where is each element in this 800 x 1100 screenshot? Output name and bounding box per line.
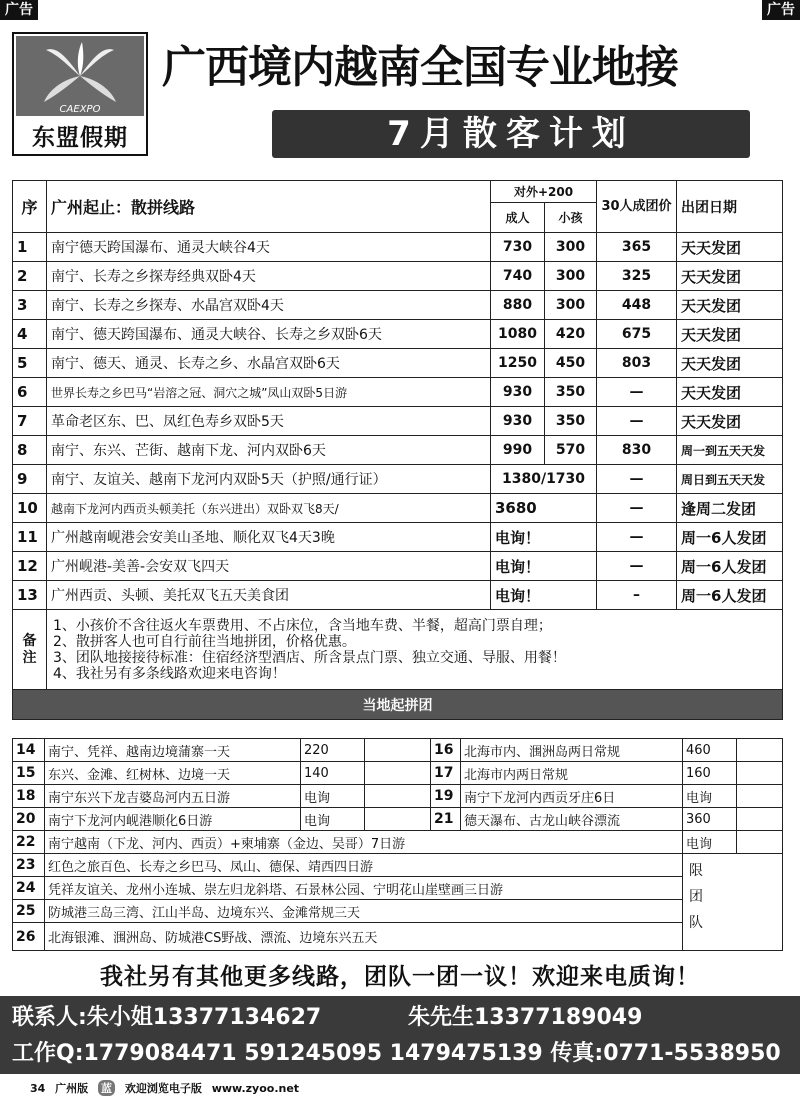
row-price: 160	[683, 762, 737, 785]
row-price: 电询	[301, 785, 365, 808]
row-price: 220	[301, 739, 365, 762]
row-group-price: —	[597, 378, 677, 407]
note-line: 1、小孩价不含往返火车票费用、不占床位，含当地车费、半餐，超高门票自理；	[53, 617, 552, 634]
row-no: 10	[13, 494, 47, 523]
table-row	[13, 923, 783, 951]
blank-cell	[737, 808, 783, 831]
row-route: 东兴、金滩、红树林、边境一天	[45, 762, 301, 785]
website-link[interactable]: www.zyoo.net	[211, 1082, 300, 1095]
col-child-header: 小孩	[545, 203, 597, 233]
row-group-price: 325	[597, 262, 677, 291]
blank-cell	[737, 762, 783, 785]
edition: 广州版	[55, 1082, 89, 1095]
table-row	[13, 349, 783, 378]
row-route: 广州西贡、头顿、美托双飞五天美食团	[47, 581, 491, 610]
page-number: 34	[30, 1082, 46, 1095]
limited-char: 团	[689, 889, 703, 905]
row-route: 南宁东兴下龙吉婆岛河内五日游	[45, 785, 301, 808]
contact-line-1b: 朱先生13377189049	[408, 1005, 643, 1030]
table-row	[13, 494, 783, 523]
col-route-header: 广州起止：散拼线路	[47, 181, 491, 233]
welcome-text: 欢迎浏览电子版	[124, 1082, 202, 1095]
row-no: 21	[431, 808, 461, 831]
company-logo	[12, 32, 148, 156]
ad-tag-left: 广告	[0, 0, 38, 20]
row-no: 22	[13, 831, 45, 854]
row-no: 14	[13, 739, 45, 762]
row-price: 360	[683, 808, 737, 831]
row-date: 周日到五天天发	[677, 465, 783, 494]
ad-tag-right: 广告	[762, 0, 800, 20]
row-no: 23	[13, 854, 45, 877]
row-group-price: —	[597, 552, 677, 581]
row-price: 140	[301, 762, 365, 785]
local-title-row	[13, 690, 783, 720]
row-no: 16	[431, 739, 461, 762]
table-row	[13, 233, 783, 262]
row-date: 天天发团	[677, 378, 783, 407]
note-line: 2、散拼客人也可自行前往当地拼团，价格优惠。	[53, 633, 356, 650]
subhead: 7月散客计划	[387, 114, 635, 154]
row-group-price: 365	[597, 233, 677, 262]
page-footer	[30, 1080, 305, 1096]
row-route: 南宁越南（下龙、河内、西贡）+柬埔寨（金边、吴哥）7日游	[45, 831, 683, 854]
blank-cell	[365, 808, 431, 831]
row-no: 19	[431, 785, 461, 808]
row-date: 周一6人发团	[677, 581, 783, 610]
table-row	[13, 900, 783, 923]
row-price: 电询！	[491, 552, 597, 581]
route-table	[12, 180, 783, 720]
row-no: 20	[13, 808, 45, 831]
row-price: 1380/1730	[491, 465, 597, 494]
caexpo-logo-icon	[16, 36, 144, 116]
row-adult-price: 990	[491, 436, 545, 465]
row-no: 11	[13, 523, 47, 552]
subhead-banner	[272, 110, 750, 158]
row-adult-price: 930	[491, 378, 545, 407]
blank-cell	[737, 739, 783, 762]
table-row	[13, 465, 783, 494]
row-no: 4	[13, 320, 47, 349]
row-adult-price: 1250	[491, 349, 545, 378]
row-route: 德天瀑布、古龙山峡谷漂流	[461, 808, 683, 831]
row-price: 电询	[301, 808, 365, 831]
row-route: 南宁、长寿之乡探寿经典双卧4天	[47, 262, 491, 291]
row-route: 南宁、凭祥、越南边境蒲寨一天	[45, 739, 301, 762]
note-line: 4、我社另有多条线路欢迎来电咨询！	[53, 665, 286, 682]
row-no: 5	[13, 349, 47, 378]
row-group-price: 448	[597, 291, 677, 320]
row-date: 天天发团	[677, 233, 783, 262]
limited-char: 限	[689, 863, 703, 879]
row-route: 世界长寿之乡巴马“岩溶之冠、洞穴之城”凤山双卧5日游	[47, 378, 491, 407]
row-date: 周一6人发团	[677, 552, 783, 581]
row-route: 南宁、长寿之乡探寿、水晶宫双卧4天	[47, 291, 491, 320]
row-price: 电询	[683, 831, 737, 854]
brand-name: 东盟假期	[32, 124, 128, 151]
table-row	[13, 523, 783, 552]
row-price: 电询！	[491, 581, 597, 610]
row-no: 18	[13, 785, 45, 808]
row-no: 8	[13, 436, 47, 465]
limited-char: 队	[689, 915, 703, 931]
row-price: 460	[683, 739, 737, 762]
row-route: 北海市内、涠洲岛两日常规	[461, 739, 683, 762]
row-child-price: 450	[545, 349, 597, 378]
local-title: 当地起拼团	[13, 690, 783, 720]
table-row	[13, 320, 783, 349]
row-child-price: 350	[545, 378, 597, 407]
col-price-group-header: 对外+200	[491, 181, 597, 203]
row-route: 南宁德天跨国瀑布、通灵大峡谷4天	[47, 233, 491, 262]
blank-cell	[365, 785, 431, 808]
table-row	[13, 854, 783, 877]
col-date-header: 出团日期	[677, 181, 783, 233]
row-route: 革命老区东、巴、凤红色寿乡双卧5天	[47, 407, 491, 436]
row-route: 广州岘港-美善-会安双飞四天	[47, 552, 491, 581]
row-group-price: —	[597, 465, 677, 494]
row-date: 天天发团	[677, 291, 783, 320]
row-date: 逢周二发团	[677, 494, 783, 523]
row-group-price: 675	[597, 320, 677, 349]
notes	[47, 610, 783, 690]
contact-line-2: 工作Q:1779084471 591245095 1479475139 传真:0771-5538950	[12, 1041, 781, 1066]
row-child-price: 300	[545, 233, 597, 262]
row-group-price: 830	[597, 436, 677, 465]
row-no: 9	[13, 465, 47, 494]
row-no: 24	[13, 877, 45, 900]
row-date: 周一6人发团	[677, 523, 783, 552]
edition-badge: 蓝	[98, 1080, 115, 1096]
row-group-price: —	[597, 523, 677, 552]
row-route: 南宁、德天、通灵、长寿之乡、水晶宫双卧6天	[47, 349, 491, 378]
table-row	[13, 785, 783, 808]
row-route: 南宁、东兴、芒街、越南下龙、河内双卧6天	[47, 436, 491, 465]
contact-banner	[0, 996, 800, 1074]
row-route: 北海市内两日常规	[461, 762, 683, 785]
contact-line-1: 联系人:朱小姐13377134627	[12, 1005, 322, 1030]
row-date: 天天发团	[677, 349, 783, 378]
row-price: 电询！	[491, 523, 597, 552]
row-no: 3	[13, 291, 47, 320]
row-no: 17	[431, 762, 461, 785]
table-row	[13, 436, 783, 465]
row-route: 南宁下龙河内西贡牙庄6日	[461, 785, 683, 808]
row-route: 越南下龙河内西贡头顿美托（东兴进出）双卧双飞8天/	[47, 494, 491, 523]
col-adult-header: 成人	[491, 203, 545, 233]
table-row	[13, 291, 783, 320]
notes-row	[13, 610, 783, 690]
table-row	[13, 407, 783, 436]
row-date: 周一到五天天发	[677, 436, 783, 465]
row-adult-price: 730	[491, 233, 545, 262]
headline: 广西境内越南全国专业地接	[162, 42, 678, 93]
notes-label: 备注	[13, 610, 47, 690]
row-no: 26	[13, 923, 45, 951]
row-route: 南宁、德天跨国瀑布、通灵大峡谷、长寿之乡双卧6天	[47, 320, 491, 349]
row-group-price: –	[597, 581, 677, 610]
col-no-header: 序	[13, 181, 47, 233]
row-date: 天天发团	[677, 262, 783, 291]
row-group-price: —	[597, 407, 677, 436]
local-table	[12, 738, 783, 951]
logo-subtext: CAEXPO	[59, 104, 101, 115]
row-child-price: 300	[545, 262, 597, 291]
note-line: 3、团队地接接待标准：住宿经济型酒店、所含景点门票、独立交通、导服、用餐！	[53, 649, 566, 666]
table-row	[13, 831, 783, 854]
table-row	[13, 808, 783, 831]
row-child-price: 350	[545, 407, 597, 436]
row-route: 红色之旅百色、长寿之乡巴马、凤山、德保、靖西四日游	[45, 854, 683, 877]
row-no: 13	[13, 581, 47, 610]
table-row	[13, 378, 783, 407]
row-child-price: 300	[545, 291, 597, 320]
table-row	[13, 262, 783, 291]
row-adult-price: 880	[491, 291, 545, 320]
row-route: 广州越南岘港会安美山圣地、顺化双飞4天3晚	[47, 523, 491, 552]
row-no: 2	[13, 262, 47, 291]
table-row	[13, 762, 783, 785]
row-no: 15	[13, 762, 45, 785]
row-route: 南宁、友谊关、越南下龙河内双卧5天（护照/通行证）	[47, 465, 491, 494]
blank-cell	[737, 785, 783, 808]
table-row	[13, 877, 783, 900]
limited-group-cell	[683, 854, 783, 951]
row-child-price: 420	[545, 320, 597, 349]
table-header-row-1	[13, 181, 783, 203]
row-no: 7	[13, 407, 47, 436]
blank-cell	[365, 739, 431, 762]
row-group-price: 803	[597, 349, 677, 378]
row-group-price: —	[597, 494, 677, 523]
row-price: 电询	[683, 785, 737, 808]
row-route: 防城港三岛三湾、江山半岛、边境东兴、金滩常规三天	[45, 900, 683, 923]
row-no: 6	[13, 378, 47, 407]
blank-cell	[365, 762, 431, 785]
slogan: 我社另有其他更多线路，团队一团一议！欢迎来电质询！	[100, 964, 700, 990]
row-date: 天天发团	[677, 407, 783, 436]
col-group30-header: 30人成团价	[597, 181, 677, 233]
row-date: 天天发团	[677, 320, 783, 349]
row-route: 南宁下龙河内岘港顺化6日游	[45, 808, 301, 831]
row-adult-price: 1080	[491, 320, 545, 349]
row-adult-price: 930	[491, 407, 545, 436]
row-no: 25	[13, 900, 45, 923]
table-row	[13, 581, 783, 610]
row-child-price: 570	[545, 436, 597, 465]
row-adult-price: 740	[491, 262, 545, 291]
row-route: 凭祥友谊关、龙州小连城、崇左归龙斜塔、石景林公园、宁明花山崖壁画三日游	[45, 877, 683, 900]
row-no: 1	[13, 233, 47, 262]
row-price: 3680	[491, 494, 597, 523]
table-row	[13, 552, 783, 581]
row-no: 12	[13, 552, 47, 581]
table-row	[13, 739, 783, 762]
row-route: 北海银滩、涠洲岛、防城港CS野战、漂流、边境东兴五天	[45, 923, 683, 951]
blank-cell	[737, 831, 783, 854]
